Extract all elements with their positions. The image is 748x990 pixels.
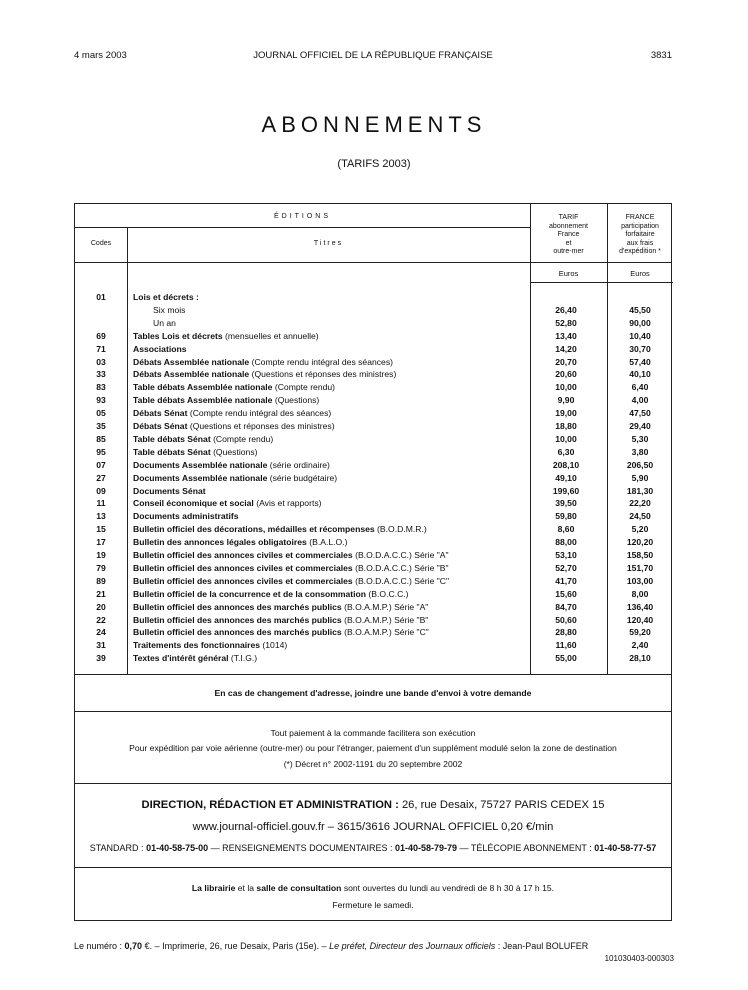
row-title [133,420,533,433]
row-title-detail: (Questions) [210,446,258,457]
row-tarif-value: 59,80 [555,511,577,522]
france-head-5: d'expédition * [619,248,661,256]
table-row [75,420,671,433]
payment-line-3: (*) Décret n° 2002-1191 du 20 septembre 2002 [283,759,463,769]
row-title-detail: (B.O.A.M.P.) Série "B" [341,614,429,625]
row-france-value: 22,20 [629,498,651,509]
row-title [133,523,533,536]
row-france-value: 30,70 [629,343,651,354]
row-code: 01 [96,292,106,302]
row-france-value: 3,80 [631,446,649,457]
unit-euros-2: Euros [630,269,650,278]
library-connector: et la [235,883,257,893]
row-france-value: 29,40 [629,421,651,431]
row-title [133,614,533,627]
table-row [75,356,671,369]
tarif-head-1: TARIF [558,214,579,221]
row-title-main: Bulletin des annonces légales obligatoires [133,537,307,548]
row-france-value: 59,20 [629,627,651,638]
divider-library [75,867,671,868]
table-row [75,317,671,330]
row-title-detail: (Compte rendu intégral des séances) [249,356,394,367]
row-code: 19 [96,550,106,560]
row-title [153,304,553,317]
unit-euros-1: Euros [558,269,579,278]
row-france-value: 28,10 [629,653,651,664]
row-title-detail: (Compte rendu intégral des séances) [187,408,332,419]
row-title-main: Débats Assemblée nationale [133,369,250,380]
tarif-head-3: France [557,231,580,239]
table-row [75,626,671,639]
row-title-main: Conseil économique et social [133,498,254,509]
table-row [75,497,671,510]
row-code: 03 [96,356,106,367]
france-head-2: participation [621,222,659,230]
row-title [133,381,533,394]
standard-label: STANDARD : [89,843,147,853]
row-title-main: Documents administratifs [133,511,239,522]
row-title-main: Bulletin officiel des annonces civiles et commerciales [133,575,353,586]
row-title [133,536,533,549]
row-title-main: Bulletin officiel des décorations, médailles et récompenses [133,524,375,535]
row-code: 71 [96,343,106,354]
table-row [75,394,671,407]
row-code: 69 [96,330,106,341]
row-france-value: 136,40 [626,601,654,612]
table-row [75,523,671,536]
table-row [75,472,671,485]
table-row [75,652,671,665]
row-france-value: 181,30 [626,485,654,496]
row-title-detail: (1014) [260,640,288,651]
row-france-value: 120,40 [626,614,654,625]
row-title-main: Bulletin officiel des annonces civiles et commerciales [133,550,353,560]
row-france-value: 10,40 [629,330,651,341]
row-code: 33 [96,369,106,380]
footer-numero-label: Le numéro : [74,941,125,951]
row-title-main: Bulletin officiel des annonces des marchés publics [133,601,342,612]
row-title [133,510,533,523]
row-tarif-value: 208,10 [552,459,580,470]
row-france-value: 151,70 [626,562,654,573]
tarif-head-5: outre-mer [553,248,584,256]
telecopie-number: 01-40-58-77-57 [594,843,657,853]
row-tarif-value: 26,40 [555,304,577,315]
table-row [75,381,671,394]
row-title-detail: (B.O.D.A.C.C.) Série "A" [352,550,449,560]
row-title-main: Débats Sénat [133,421,188,431]
row-tarif-value: 52,70 [555,562,577,573]
row-code: 39 [96,653,106,664]
row-tarif-value: 52,80 [555,317,577,328]
row-title [133,588,533,601]
row-title [133,407,533,420]
table-row [75,291,671,304]
direction-address: 26, rue Desaix, 75727 PARIS CEDEX 15 [398,799,605,811]
row-code: 05 [96,408,106,419]
page-subtitle: (TARIFS 2003) [337,158,411,170]
table-row [75,601,671,614]
row-title [133,394,533,407]
france-head-4: aux frais [626,239,654,247]
row-title-main: Documents Assemblée nationale [133,472,268,483]
divider-notice [75,674,671,675]
direction-line-3 [75,843,671,853]
row-title-main: Textes d'intérêt général [133,653,229,664]
row-code: 22 [96,614,106,625]
row-tarif-value: 20,70 [555,356,577,367]
row-code: 17 [96,537,106,548]
row-title-detail: (B.O.A.M.P.) Série "A" [341,601,429,612]
row-france-value: 5,30 [631,433,649,444]
table-row [75,304,671,317]
row-tarif-value: 55,00 [555,653,577,664]
header-journal: JOURNAL OFFICIEL DE LA RÉPUBLIQUE FRANÇAISE [253,50,493,61]
row-france-value: 2,40 [631,640,649,651]
divider-direction [75,783,671,784]
row-tarif-value: 15,60 [555,588,577,599]
row-title-detail: Six mois [153,304,186,315]
row-title-main: Débats Sénat [133,408,188,419]
row-code: 31 [96,640,106,651]
header-date: 4 mars 2003 [74,50,127,61]
divider-units [530,282,673,283]
row-code: 11 [96,498,106,509]
titres-heading: Titres [313,240,344,247]
row-france-value: 4,00 [631,395,649,406]
row-title-detail: (Questions et réponses des ministres) [249,369,397,380]
divider-payment [75,711,671,712]
table-row [75,343,671,356]
table-row [75,549,671,562]
standard-number: 01-40-58-75-00 [146,843,209,853]
row-tarif-value: 28,80 [555,627,577,638]
row-title-detail: Un an [153,317,176,328]
row-title [133,549,533,562]
address-change-notice: En cas de changement d'adresse, joindre une bande d'envoi à votre demande [214,688,532,698]
row-title [133,446,533,459]
table-row [75,588,671,601]
row-code: 95 [96,446,106,457]
row-title-detail: (B.A.L.O.) [306,537,348,548]
table-row [75,368,671,381]
subscriptions-table [74,203,672,921]
codes-heading: Codes [90,240,112,247]
row-code: 83 [96,382,106,393]
row-title-detail: (T.I.G.) [228,653,258,664]
row-title-main: Lois et décrets : [133,292,199,302]
library-hours: sont ouvertes du lundi au vendredi de 8 h 30 à 17 h 15. [341,883,555,893]
row-title-main: Documents Assemblée nationale [133,459,268,470]
row-france-value: 206,50 [626,459,654,470]
row-title-detail: (série budgétaire) [267,472,338,483]
france-heading [607,214,673,257]
row-tarif-value: 13,40 [555,330,577,341]
row-title-detail: (B.O.C.C.) [366,588,409,599]
table-row [75,459,671,472]
header-page-number: 3831 [650,50,672,61]
consultation-room: salle de consultation [256,883,342,893]
row-title-detail: (B.O.D.A.C.C.) Série "C" [352,575,450,586]
row-tarif-value: 199,60 [552,485,580,496]
row-title-detail: (B.O.D.M.R.) [374,524,427,535]
row-code: 07 [96,459,106,470]
renseignements-number: 01-40-58-79-79 [394,843,458,853]
row-title-main: Bulletin officiel des annonces civiles et commerciales [133,562,353,573]
row-title [133,368,533,381]
row-tarif-value: 9,90 [557,395,575,406]
table-row [75,433,671,446]
row-title [133,601,533,614]
library-line-2: Fermeture le samedi. [332,900,414,910]
table-row [75,407,671,420]
row-france-value: 45,50 [629,304,651,315]
row-code: 15 [96,524,106,535]
row-tarif-value: 39,50 [555,498,577,509]
footer-line [74,941,674,951]
footer-printer: €. – Imprimerie, 26, rue Desaix, Paris (15e). – [142,941,330,951]
renseignements-label: — RENSEIGNEMENTS DOCUMENTAIRES : [208,843,395,853]
row-france-value: 24,50 [629,511,651,522]
row-france-value: 6,40 [631,382,649,393]
row-code: 13 [96,511,106,522]
row-title-detail: (Questions et réponses des ministres) [187,421,335,431]
row-tarif-value: 10,00 [555,382,577,393]
page-title: ABONNEMENTS [261,112,487,137]
row-code: 09 [96,485,106,496]
footer-director-title: Le préfet, Directeur des Journaux officiels [329,941,496,951]
row-tarif-value: 11,60 [555,640,577,651]
page-footer [74,941,674,963]
row-title-detail: (série ordinaire) [267,459,330,470]
row-title [133,433,533,446]
row-code: 89 [96,575,106,586]
row-title [133,343,533,356]
row-title-main: Traitements des fonctionnaires [133,640,261,651]
editions-heading: ÉDITIONS [273,213,332,220]
row-title-detail: (B.O.D.A.C.C.) Série "B" [352,562,449,573]
row-title-main: Documents Sénat [133,485,206,496]
france-head-1: FRANCE [625,214,655,221]
page-header [74,50,672,64]
row-title-main: Bulletin officiel des annonces des marchés publics [133,614,342,625]
row-title-main: Table débats Sénat [133,433,211,444]
divider-head [75,262,671,263]
library-line-1 [75,883,671,893]
row-title [133,485,533,498]
row-title-main: Table débats Assemblée nationale [133,395,273,406]
row-title [133,459,533,472]
row-code: 79 [96,562,106,573]
france-head-3: forfaitaire [625,231,655,239]
row-title-detail: (Compte rendu) [272,382,336,393]
row-title [133,652,533,665]
table-row [75,562,671,575]
library-word: La librairie [191,883,236,893]
row-france-value: 47,50 [629,408,651,419]
row-tarif-value: 8,60 [557,524,575,535]
row-france-value: 158,50 [626,550,654,560]
tarif-head-2: abonnement [549,222,588,230]
payment-line-1: Tout paiement à la commande facilitera son exécution [270,728,476,738]
divider-editions [75,227,530,228]
table-row [75,536,671,549]
row-code: 85 [96,433,106,444]
row-title-main: Bulletin officiel de la concurrence et de la consommation [133,588,367,599]
row-france-value: 57,40 [629,356,651,367]
footer-price: 0,70 [124,941,143,951]
row-france-value: 90,00 [629,317,651,328]
row-title-main: Tables Lois et décrets [133,330,223,341]
table-row [75,485,671,498]
payment-line-2: Pour expédition par voie aérienne (outre-mer) ou pour l'étranger, paiement d'un supplément modulé selon la zone de destination [129,743,617,753]
row-title-detail: (mensuelles et annuelle) [222,330,319,341]
row-title-main: Table débats Sénat [133,446,211,457]
row-title [133,472,533,485]
row-title [133,575,533,588]
row-title [153,317,553,330]
footer-reference: 101030403-000303 [604,954,674,963]
row-title-detail: (Questions) [272,395,320,406]
direction-line-1 [75,799,671,811]
row-code: 35 [96,421,106,431]
row-title-main: Débats Assemblée nationale [133,356,250,367]
row-title [133,639,533,652]
row-title [133,330,533,343]
row-tarif-value: 49,10 [555,472,577,483]
row-tarif-value: 50,60 [555,614,577,625]
row-tarif-value: 19,00 [555,408,577,419]
row-code: 93 [96,395,106,406]
table-row [75,639,671,652]
table-row [75,330,671,343]
row-code: 20 [96,601,106,612]
table-row [75,510,671,523]
row-code: 24 [96,627,106,638]
row-tarif-value: 18,80 [555,421,577,431]
direction-line-2: www.journal-officiel.gouv.fr – 3615/3616 JOURNAL OFFICIEL 0,20 €/min [192,821,554,833]
row-title-detail: (Compte rendu) [210,433,274,444]
row-tarif-value: 20,60 [555,369,577,380]
row-france-value: 5,90 [631,472,649,483]
row-tarif-value: 53,10 [555,550,577,560]
row-france-value: 103,00 [626,575,654,586]
row-france-value: 40,10 [629,369,651,380]
row-code: 27 [96,472,106,483]
row-title-main: Associations [133,343,187,354]
row-france-value: 120,20 [626,537,654,548]
row-title-main: Table débats Assemblée nationale [133,382,273,393]
tarif-head-4: et [565,239,572,247]
row-code: 21 [96,588,106,599]
row-france-value: 8,00 [631,588,649,599]
row-title-main: Bulletin officiel des annonces des marchés publics [133,627,342,638]
tarif-heading [530,214,607,257]
row-title [133,356,533,369]
direction-label: DIRECTION, RÉDACTION ET ADMINISTRATION : [141,799,399,811]
row-title-detail: (Avis et rapports) [253,498,322,509]
table-row [75,614,671,627]
footer-director-name: : Jean-Paul BOLUFER [495,941,589,951]
row-tarif-value: 88,00 [555,537,577,548]
row-tarif-value: 6,30 [557,446,575,457]
row-title [133,497,533,510]
row-tarif-value: 14,20 [555,343,577,354]
row-tarif-value: 84,70 [555,601,577,612]
row-title [133,291,533,304]
row-france-value: 5,20 [631,524,649,535]
row-title-detail: (B.O.A.M.P.) Série "C" [341,627,429,638]
row-tarif-value: 10,00 [555,433,577,444]
row-title [133,562,533,575]
table-row [75,575,671,588]
table-row [75,446,671,459]
row-title [133,626,533,639]
row-tarif-value: 41,70 [555,575,577,586]
telecopie-label: — TÉLÉCOPIE ABONNEMENT : [457,843,595,853]
